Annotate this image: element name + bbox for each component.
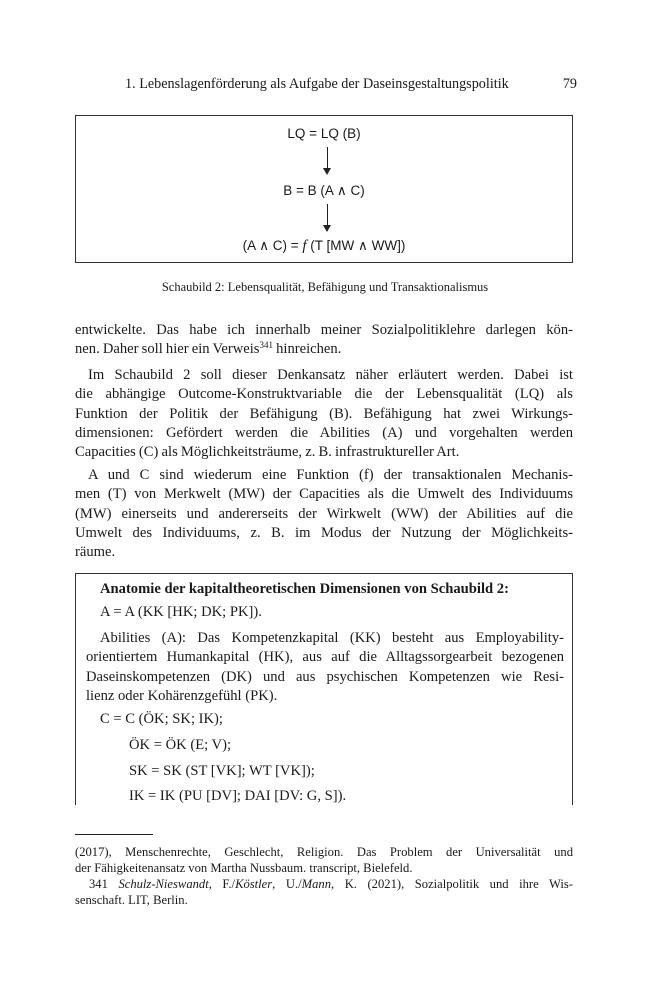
footnote-continued: (2017), Menschenrechte, Geschlecht, Religion. Das Problem der Universalität und der Fähigkeitenansatz von Martha Nussbaum. transcript, Bielefeld. bbox=[75, 845, 573, 875]
footnote-341: 341 Schulz-Nieswandt, F./Köstler, U./Mann, K. (2021), Sozialpolitik und ihre Wis- senschaft. LIT, Berlin. bbox=[75, 877, 573, 907]
anatomy-heading: Anatomie der kapitaltheoretischen Dimensionen von Schaubild 2: bbox=[100, 581, 509, 597]
diagram-formula-ac: (A ∧ C) = f (T [MW ∧ WW]) bbox=[242, 238, 406, 254]
formula-a: A = A (KK [HK; DK; PK]). bbox=[100, 604, 262, 620]
page-number: 79 bbox=[562, 76, 577, 92]
footnote-rule bbox=[75, 834, 153, 835]
paragraph-3: A und C sind wiederum eine Funktion (f) der transaktionalen Mechanis- men (T) von Merkwelt (MW) der Capacities als die Umwelt des Individuums (MW) einerseits und andererseits der Wirkwelt (WW) der Abilities auf die Umwelt des Individuums, z. B. im Modus der Nutzung der Möglichkeits- räume. bbox=[75, 467, 573, 561]
running-title: 1. Lebenslagenförderung als Aufgabe der Daseinsgestaltungspolitik bbox=[125, 76, 509, 92]
paragraph-2: Im Schaubild 2 soll dieser Denkansatz näher erläutert werden. Dabei ist die abhängige Outcome-Konstruktvariable die der Lebensqualität (LQ) als Funktion der Politik der Befähigung (B). Befähigung hat zwei Wirkungs- dimensionen: Gefördert werden die Abilities (A) und vorgehalten werden Capacities (C) als Möglichkeitsträume, z. B. infrastruktureller Art. bbox=[75, 367, 573, 461]
diagram-box bbox=[75, 115, 573, 263]
formula-ik: IK = IK (PU [DV]; DAI [DV: G, S]). bbox=[129, 788, 347, 804]
arrow-down-icon bbox=[323, 204, 332, 232]
formula-ok: ÖK = ÖK (E; V); bbox=[129, 737, 231, 753]
formula-c: C = C (ÖK; SK; IK); bbox=[100, 711, 223, 727]
paragraph-1: entwickelte. Das habe ich innerhalb meiner Sozialpolitiklehre darlegen kön- nen. Daher soll hier ein Verweis$^{341}$ hinreichen. bbox=[75, 322, 573, 358]
running-head bbox=[125, 76, 577, 93]
formula-sk: SK = SK (ST [VK]; WT [VK]); bbox=[129, 763, 315, 779]
figure-caption: Schaubild 2: Lebensqualität, Befähigung und Transaktionalismus bbox=[161, 280, 489, 294]
footnote-ref[interactable]: 341 bbox=[259, 340, 273, 351]
arrow-down-icon bbox=[323, 147, 332, 175]
diagram-formula-lq: LQ = LQ (B) bbox=[287, 126, 361, 141]
diagram-formula-b: B = B (A ∧ C) bbox=[283, 183, 365, 198]
abilities-paragraph: Abilities (A): Das Kompetenzkapital (KK) besteht aus Employability- orientiertem Humankapital (HK), aus auf die Alltagssorgearbeit bezogenen Daseinskompetenzen (DK) und aus psychischen Kompetenzen wie Resi- lienz oder Kohärenzgefühl (PK). bbox=[86, 630, 564, 704]
